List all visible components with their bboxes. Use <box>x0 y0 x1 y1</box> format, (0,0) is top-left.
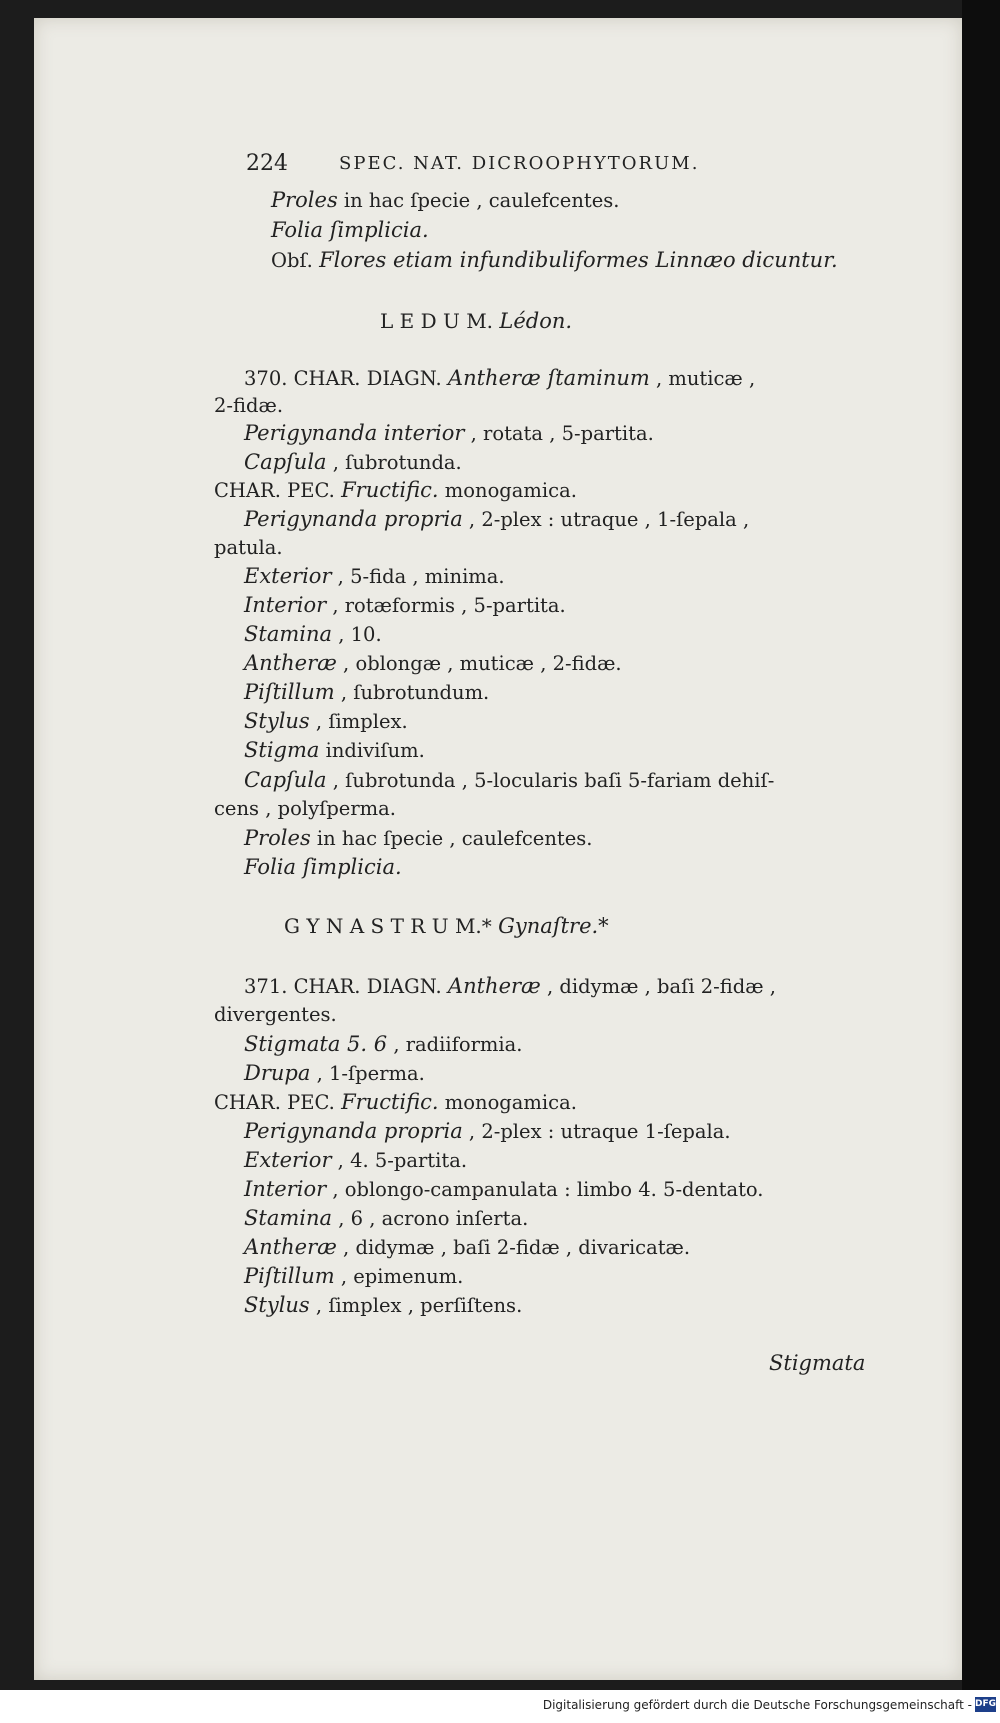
text-line: Interior , oblongo-campanulata : limbo 4. 5-dentato. <box>244 1177 764 1201</box>
text-line: Perigynanda interior , rotata , 5-partita. <box>244 421 654 445</box>
text-line: Obſ. Flores etiam infundibuliformes Linnæo dicuntur. <box>271 248 838 272</box>
text-line: Proles in hac ſpecie , caulefcentes. <box>271 188 620 212</box>
text-line: Stylus , ſimplex , perſiſtens. <box>244 1293 523 1317</box>
text-line: 370. CHAR. DIAGN. Antheræ ſtaminum , muticæ , <box>244 366 756 390</box>
section-heading-gynastrum: G Y N A S T R U M.* Gynaſtre.* <box>284 914 609 938</box>
footer-credit: Digitalisierung gefördert durch die Deutsche Forschungsgemeinschaft - <box>542 1698 972 1712</box>
text-line: patula. <box>214 536 283 559</box>
book-page <box>34 18 962 1680</box>
text-line: Stigmata 5. 6 , radiiformia. <box>244 1032 523 1056</box>
text-line: Folia ſimplicia. <box>244 855 402 879</box>
page-edge <box>962 0 1000 1690</box>
text-line: divergentes. <box>214 1003 337 1026</box>
section-heading-ledum: L E D U M. Lédon. <box>380 309 573 333</box>
footer-bar <box>0 1690 1000 1723</box>
running-title: SPEC. NAT. DICROOPHYTORUM. <box>339 153 700 174</box>
text-line: Stamina , 10. <box>244 622 382 646</box>
text-line: 2-fidæ. <box>214 394 284 417</box>
page-number: 224 <box>246 151 288 176</box>
text-line: Piſtillum , ſubrotundum. <box>244 680 490 704</box>
text-line: Exterior , 5-fida , minima. <box>244 564 505 588</box>
text-line: CHAR. PEC. Fructific. monogamica. <box>214 478 577 502</box>
text-line: Stylus , ſimplex. <box>244 709 408 733</box>
dfg-logo: DFG <box>975 1697 996 1712</box>
text-line: Stigma indiviſum. <box>244 738 425 762</box>
text-line: Piſtillum , epimenum. <box>244 1264 464 1288</box>
text-line: Perigynanda propria , 2-plex : utraque , 1-ſepala , <box>244 507 750 531</box>
text-line: Proles in hac ſpecie , caulefcentes. <box>244 826 593 850</box>
text-line: Drupa , 1-ſperma. <box>244 1061 425 1085</box>
text-line: Folia ſimplicia. <box>271 218 429 242</box>
text-line: Perigynanda propria , 2-plex : utraque 1-ſepala. <box>244 1119 731 1143</box>
text-line: Capſula , ſubrotunda. <box>244 450 462 474</box>
text-line: Antheræ , oblongæ , muticæ , 2-fidæ. <box>244 651 622 675</box>
text-line: Antheræ , didymæ , baſi 2-fidæ , divaricatæ. <box>244 1235 691 1259</box>
text-line: Exterior , 4. 5-partita. <box>244 1148 468 1172</box>
text-line: CHAR. PEC. Fructific. monogamica. <box>214 1090 577 1114</box>
text-line: Stamina , 6 , acrono inſerta. <box>244 1206 529 1230</box>
catchword: Stigmata <box>769 1351 866 1375</box>
text-line: 371. CHAR. DIAGN. Antheræ , didymæ , baſi 2-fidæ , <box>244 974 776 998</box>
text-line: Capſula , ſubrotunda , 5-locularis baſi 5-fariam dehiſ- <box>244 768 775 792</box>
text-line: Interior , rotæformis , 5-partita. <box>244 593 566 617</box>
text-line: cens , polyſperma. <box>214 797 396 820</box>
